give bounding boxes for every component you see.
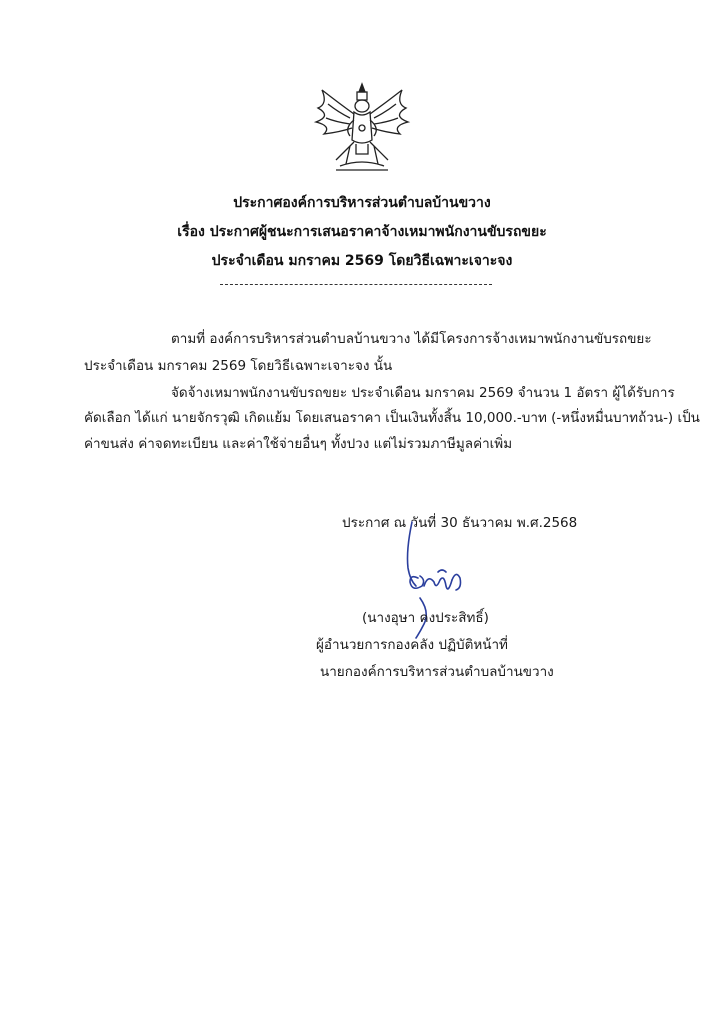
paragraph-1-line-2: ประจำเดือน มกราคม 2569 โดยวิธีเฉพาะเจาะจง นั้น: [84, 358, 393, 374]
paragraph-2-line-3: ค่าขนส่ง ค่าจดทะเบียน และค่าใช้จ่ายอื่นๆ ทั้งปวง แต่ไม่รวมภาษีมูลค่าเพิ่ม: [84, 436, 513, 452]
paragraph-2-line-2: คัดเลือก ได้แก่ นายจักรวุฒิ เกิดแย้ม โดยเสนอราคา เป็นเงินทั้งสิ้น 10,000.-บาท (-หนึ่งหมื่นบาทถ้วน-) เป็น: [84, 410, 700, 426]
document-title: ประกาศองค์การบริหารส่วนตำบลบ้านขวาง: [233, 195, 491, 211]
announcement-date: ประกาศ ณ วันที่ 30 ธันวาคม พ.ศ.2568: [342, 515, 578, 531]
document-period: ประจำเดือน มกราคม 2569 โดยวิธีเฉพาะเจาะจง: [211, 253, 513, 269]
signer-position-1: ผู้อำนวยการกองคลัง ปฏิบัติหน้าที่: [316, 637, 508, 653]
separator-line: [220, 284, 492, 285]
paragraph-1-line-1: ตามที่ องค์การบริหารส่วนตำบลบ้านขวาง ได้มีโครงการจ้างเหมาพนักงานขับรถขยะ: [171, 331, 652, 347]
signer-name: (นางอุษา คงประสิทธิ์): [362, 610, 489, 626]
document-subject: เรื่อง ประกาศผู้ชนะการเสนอราคาจ้างเหมาพนักงานขับรถขยะ: [177, 224, 547, 240]
signer-position-2: นายกองค์การบริหารส่วนตำบลบ้านขวาง: [320, 664, 554, 680]
garuda-emblem-icon: [310, 82, 414, 176]
paragraph-2-line-1: จัดจ้างเหมาพนักงานขับรถขยะ ประจำเดือน มกราคม 2569 จำนวน 1 อัตรา ผู้ได้รับการ: [171, 385, 675, 401]
